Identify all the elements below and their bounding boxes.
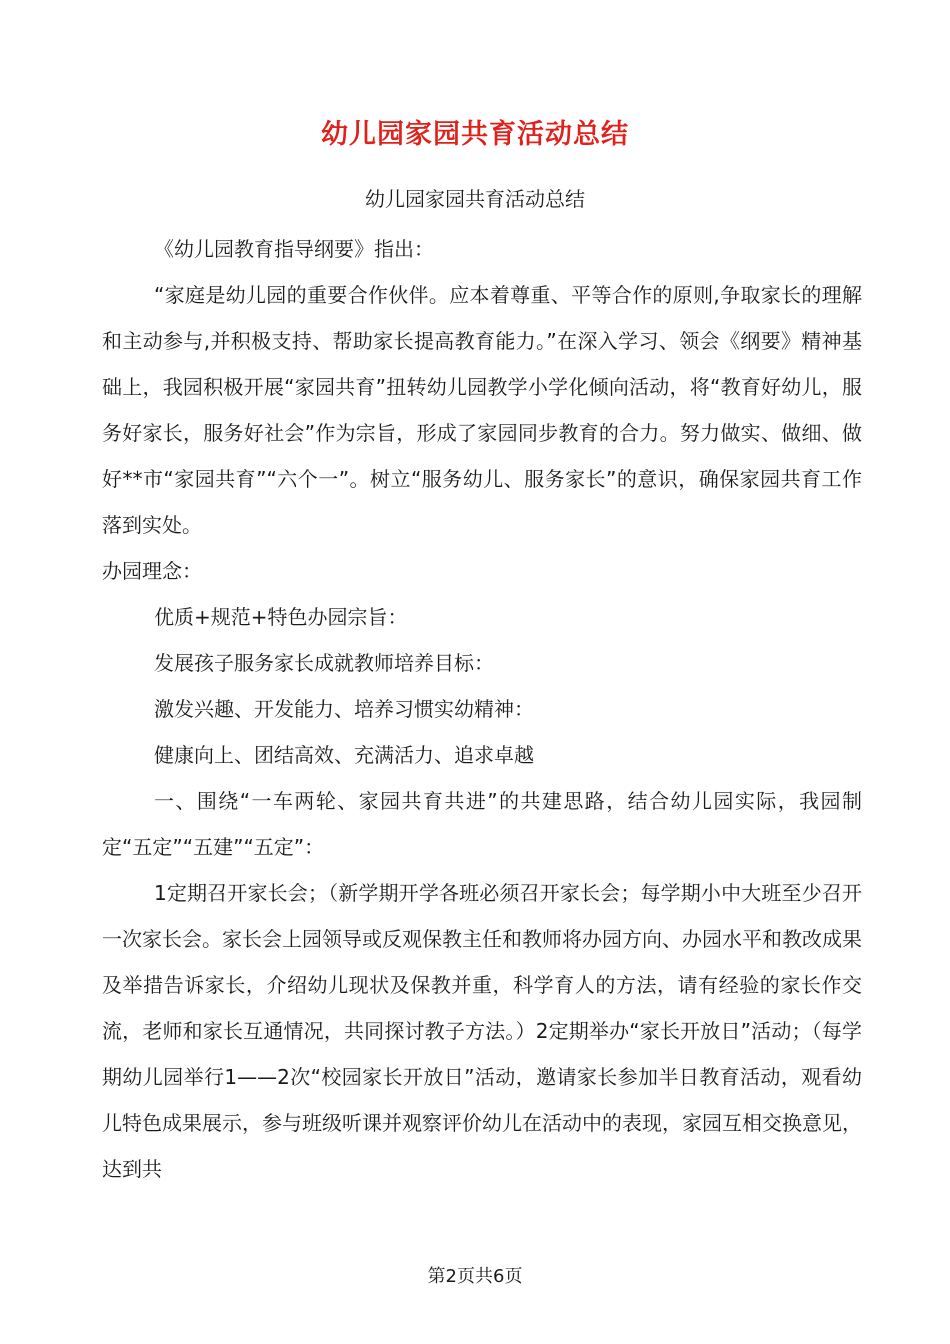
paragraph: “家庭是幼儿园的重要合作伙伴。应本着尊重、平等合作的原则,争取家长的理解和主动参与,并积极支持、帮助家长提高教育能力。”在深入学习、领会《纲要》精神基础上，我园积极开展“家园共育”扭转幼儿园教学小学化倾向活动，将“教育好幼儿，服务好家长，服务好社会”作为宗旨，形成了家园同步教育的合力。努力做实、做细、做好**市“家园共育”“六个一”。树立“服务幼儿、服务家长”的意识，确保家园共育工作落到实处。 xyxy=(102,283,862,537)
document-title: 幼儿园家园共育活动总结 xyxy=(321,119,629,150)
document-body xyxy=(102,226,862,1192)
page-number-footer: 第2页共6页 xyxy=(427,1266,523,1287)
paragraph: 健康向上、团结高效、充满活力、追求卓越 xyxy=(154,743,534,767)
paragraph: 《幼儿园教育指导纲要》指出： xyxy=(154,237,434,261)
paragraph: 激发兴趣、开发能力、培养习惯实幼精神： xyxy=(154,697,534,721)
paragraph: 优质+规范+特色办园宗旨： xyxy=(154,605,408,629)
paragraph: 1定期召开家长会；（新学期开学各班必须召开家长会；每学期小中大班至少召开一次家长会。家长会上园领导或反观保教主任和教师将办园方向、办园水平和教改成果及举措告诉家长，介绍幼儿现状及保教并重，科学育人的方法，请有经验的家长作交流，老师和家长互通情况，共同探讨教子方法。）2定期举办“家长开放日”活动；（每学期幼儿园举行1——2次“校园家长开放日”活动，邀请家长参加半日教育活动，观看幼儿特色成果展示，参与班级听课并观察评价幼儿在活动中的表现，家园互相交换意见，达到共 xyxy=(102,881,862,1181)
paragraph: 办园理念： xyxy=(102,559,202,583)
document-subtitle: 幼儿园家园共育活动总结 xyxy=(365,187,585,211)
paragraph: 一、围绕“一车两轮、家园共育共进”的共建思路，结合幼儿园实际，我园制定“五定”“五建”“五定”： xyxy=(102,789,862,859)
paragraph: 发展孩子服务家长成就教师培养目标： xyxy=(154,651,494,675)
